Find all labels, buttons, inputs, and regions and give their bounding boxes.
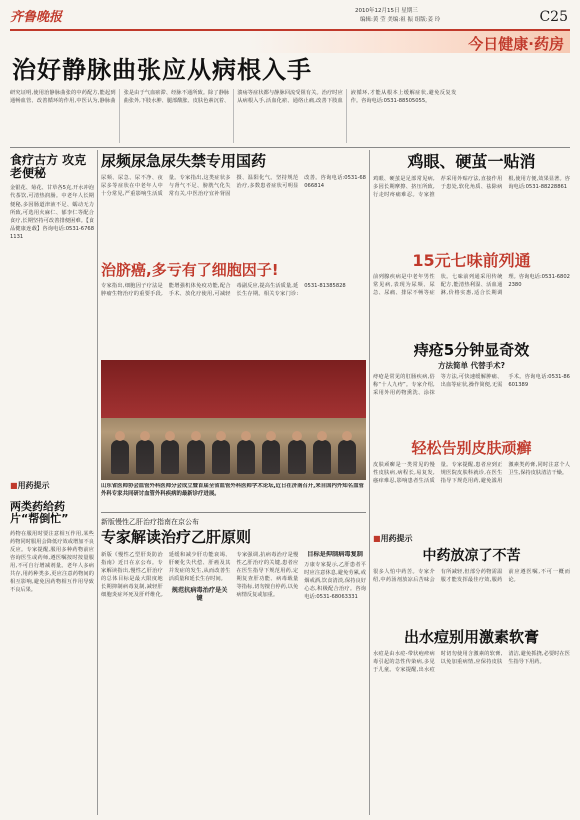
urinary-body: 尿频、尿急、尿不净、夜尿多等症状在中老年人中十分常见,严重影响生活质量。专家指出,这类症状多与肾气不足、膀胱气化失常有关,中医治疗宜补肾固摄、温阳化气。坚持规范治疗,多数患者症状可明显改善。咨询电话:0531-68066814 — [101, 174, 366, 197]
corn-headline: 鸡眼、硬茧一贴消 — [407, 152, 536, 171]
hemorrhoid-body: 痔疮是常见的肛肠疾病,俗称“十人九痔”。专家介绍,采用外用药物熏洗、涂抹等方法,可快速缓解肿痛、出血等症状,操作简便,无需手术。咨询电话:0531-86601389 — [373, 374, 570, 397]
chinese-medicine-body: 很多人怕中药苦。专家介绍,中药汤剂放凉后苦味会有所减轻,但部分药物需温服才能发挥最佳疗效,服药前应遵医嘱,不可一概而论。 — [373, 569, 570, 584]
hepatitis-subhead: 规范抗病毒治疗是关键 — [171, 587, 228, 602]
person-figure — [313, 440, 331, 474]
chickenpox-headline: 出水痘别用激素软膏 — [403, 628, 539, 647]
drug-interaction-body: 药物在服用时要注意相互作用,某些药物同时服用会降低疗效或增加不良反应。专家提醒,服用多种药物前应咨询医生或药师,遵医嘱按时按量服用,不可自行增减剂量。老年人多病共存,用药种类多,更应注意药物间的相互影响,避免因药物相互作用导致不良后果。 — [10, 530, 94, 594]
hepatitis-kicker: 新版慢性乙肝治疗指南在京公布 — [101, 517, 199, 526]
cancer-headline: 治脐癌,多亏有了细胞因子! — [101, 260, 279, 279]
corn-body: 鸡眼、硬茧是足部常见病,多因长期摩擦、挤压所致,行走时疼痛难忍。专家推荐采用外贴疗法,直接作用于患处,软化角质、祛除病根,使用方便,效果显著。咨询电话:0531-88228861 — [373, 175, 570, 198]
person-figure — [237, 440, 255, 474]
tag-label: 用药提示 — [17, 481, 50, 491]
person-figure — [212, 440, 230, 474]
person-figure — [111, 440, 129, 474]
hepatitis-columns — [101, 551, 366, 751]
hemorrhoid-headline: 痔疮5分钟显奇效 — [413, 341, 530, 360]
newspaper-logo: 齐鲁晚报 — [10, 10, 63, 25]
middle-column — [101, 150, 366, 815]
person-figure — [338, 440, 356, 474]
diet-body: 金银花、菊花、甘草各5克,开水冲泡代茶饮,可清热润肠。中老年人长期便秘,多因肠道津液不足、蠕动无力所致,可选用火麻仁、郁李仁等配合食疗,长期坚持可改善排便困难。【食品健康连载】咨询电话:0531-67681131 — [10, 185, 94, 240]
left-column — [10, 150, 94, 815]
lead-headline: 治好静脉曲张应从病根入手 — [12, 56, 312, 84]
chinese-medicine-headline: 中药放凉了不苦 — [422, 547, 521, 564]
cancer-body: 专家指出,细胞因子疗法是肿瘤生物治疗的重要手段,能增强机体免疫功能,配合手术、放化疗使用,可减轻毒副反应,提高生活质量,延长生存期。相关专家门诊:0531-81385828 — [101, 283, 346, 298]
person-figure — [161, 440, 179, 474]
column-title: 今日健康·药房 — [468, 35, 564, 53]
hepatitis-subhead-2: 目标是抑制病毒复制 — [307, 550, 363, 558]
right-column — [373, 150, 570, 815]
medication-tip-tag-right — [373, 533, 570, 545]
group-of-people — [107, 414, 360, 474]
chickenpox-body: 水痘是由水痘-带状疱疹病毒引起的急性传染病,多见于儿童。专家提醒,出水痘时切勿使用含激素的软膏,以免加重病情,应保持皮肤清洁,避免抓挠,必要时在医生指导下用药。 — [373, 650, 570, 673]
person-figure — [136, 440, 154, 474]
prostate-headline: 15元七味前列通 — [412, 250, 531, 270]
hepatitis-body-3: 万康专家提示,乙肝患者平时应注意休息,避免劳累,戒烟戒酒,饮食清淡,保持良好心态,积极配合治疗。咨询电话:0531-68063331 — [304, 561, 366, 600]
hepatitis-body: 新版《慢性乙型肝炎防治指南》近日在京公布。专家解读指出,慢性乙肝治疗的总体目标是最大限度地长期抑制病毒复制,减轻肝细胞炎症坏死及肝纤维化,延缓和减少肝功能衰竭、肝硬化失代偿、肝癌及其并发症的发生,从而改善生活质量和延长生存时间。 — [101, 551, 231, 599]
photo-caption: 山东省医师协会血管外科医师分会成立暨首届全省血管外科医师学术论坛,近日在济南召开,来自国内外知名血管外科专家共同研讨血管外科疾病的最新诊疗进展。 — [101, 483, 364, 497]
drug-interaction-headline: 两类药给药片“帮倒忙” — [10, 499, 69, 525]
lead-body: 研究证明,使用治静脉曲张的中药配方,能起到通畅血管、改善循环的作用,中医认为,静脉曲张是由于气血瘀滞、经脉不通所致。除了静脉曲张外,下肢水肿、腿部酸胀、皮肤色素沉着、溃疡等症状都与静脉回流受阻有关。治疗时应从病根入手,活血化瘀、通络止痛,改善下肢血液循环,才能从根本上缓解症状,避免反复发作。咨询电话:0531-88505055。 — [10, 90, 457, 105]
tag-marker: ■ — [10, 481, 18, 491]
conference-photo — [101, 360, 366, 480]
person-figure — [288, 440, 306, 474]
skin-headline: 轻松告别皮肤顽癣 — [411, 439, 532, 458]
person-figure — [262, 440, 280, 474]
diet-headline: 食疗古方 攻克老便秘 — [10, 153, 87, 181]
hemorrhoid-subheadline: 方法简单 代替手术? — [438, 360, 505, 370]
column-banner — [250, 31, 570, 53]
medication-tip-tag — [10, 480, 94, 492]
masthead — [10, 6, 570, 30]
tag-marker: ■ — [373, 533, 381, 543]
lead-article — [10, 55, 570, 145]
person-figure — [187, 440, 205, 474]
prostate-body: 前列腺疾病是中老年男性常见病,表现为尿频、尿急、尿痛、排尿不畅等症状。七味前列通采用传统配方,能清热利湿、活血通淋,价格实惠,适合长期调理。咨询电话:0531-68022380 — [373, 274, 570, 297]
conference-backdrop — [101, 360, 366, 418]
hepatitis-body-2: 专家强调,抗病毒治疗是慢性乙肝治疗的关键,患者应在医生指导下规范用药,定期复查肝功能、病毒载量等指标,切勿擅自停药,以免病情反复或加重。 — [236, 551, 299, 599]
urinary-headline: 尿频尿急尿失禁专用国药 — [101, 152, 267, 170]
editor-line: 编辑:黄 莹 美编:祖 振 组版:姜 玲 — [360, 17, 441, 23]
page-number: C25 — [539, 9, 568, 25]
date-line: 2010年12月15日 星期三 — [355, 8, 418, 14]
skin-body: 皮肤顽癣是一类常见的慢性皮肤病,病程长,易复发,瘙痒难忍,影响患者生活质量。专家提醒,患者应到正规医院皮肤科就诊,在医生指导下规范用药,避免滥用激素类药膏,同时注意个人卫生,保持皮肤清洁干燥。 — [373, 461, 570, 484]
tag-label: 用药提示 — [380, 533, 413, 543]
hepatitis-headline: 专家解读治疗乙肝原则 — [101, 528, 252, 547]
